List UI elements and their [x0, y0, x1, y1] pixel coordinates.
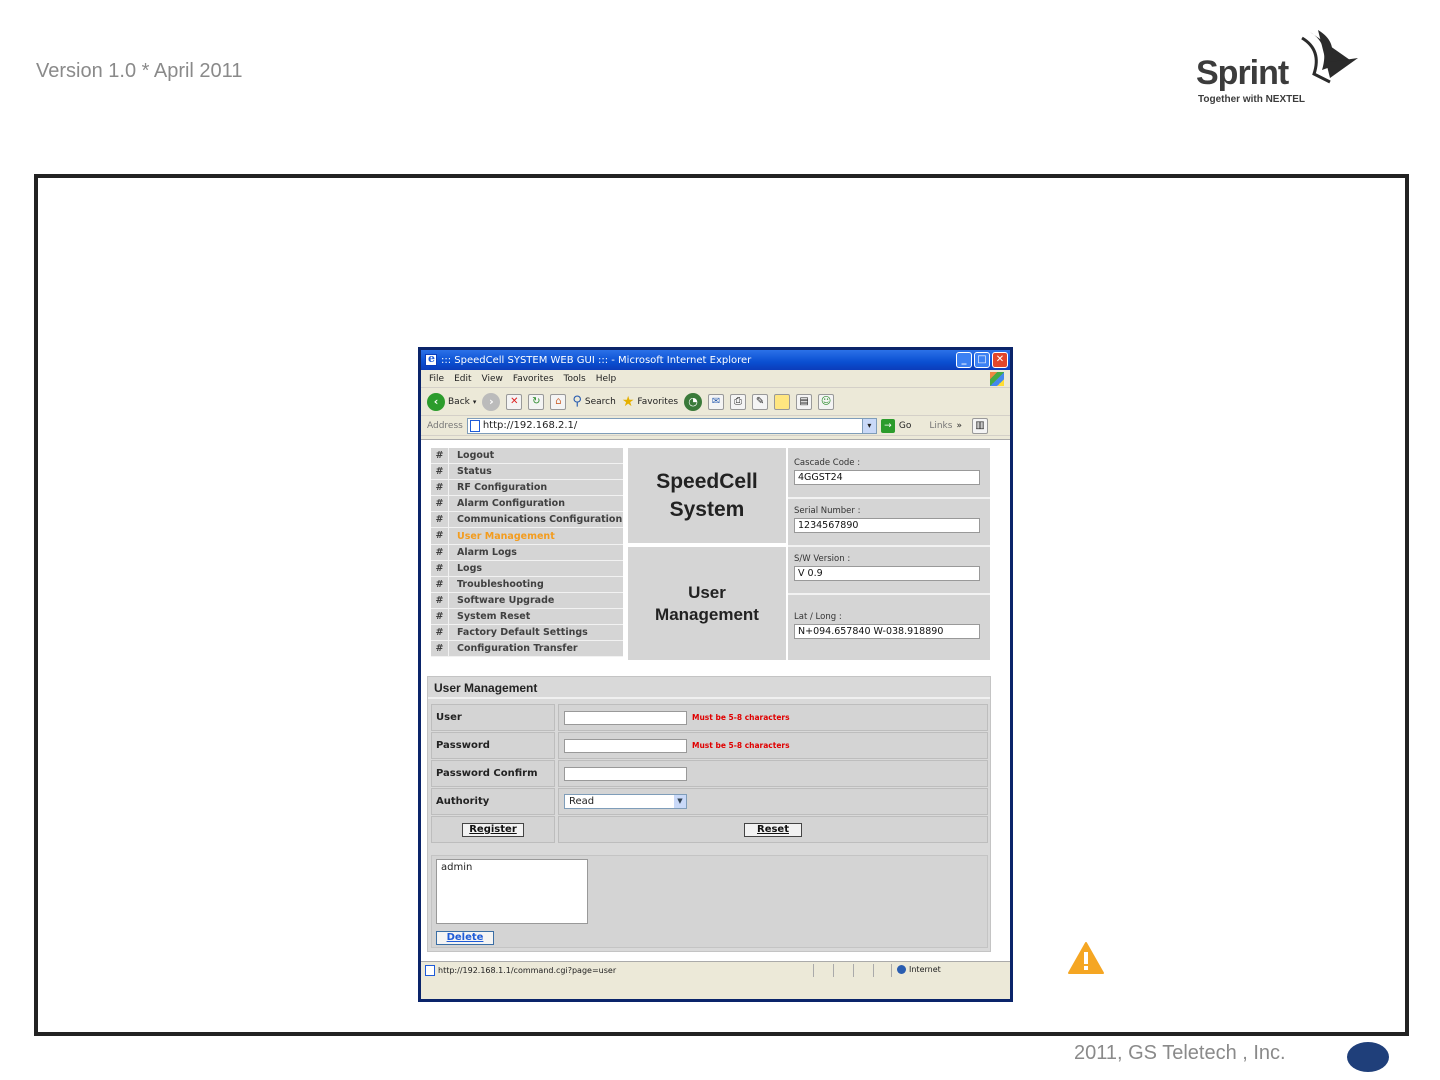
toolbar [421, 388, 1010, 416]
edit-button[interactable]: ✎ [752, 394, 768, 410]
cascade-code-label: Cascade Code : [794, 458, 861, 468]
research-button[interactable]: ▤ [796, 394, 812, 410]
menu-help[interactable]: Help [595, 373, 617, 384]
divider [833, 964, 834, 977]
device-info-panel [788, 448, 990, 660]
page-heading-line1: User [688, 582, 726, 602]
nav-item-user-management[interactable]: # User Management [431, 528, 623, 544]
print-button[interactable]: ⎙ [730, 394, 746, 410]
nav-menu [431, 448, 623, 657]
password-confirm-label: Password Confirm [431, 760, 555, 787]
security-zone [897, 965, 941, 974]
search-label: Search [584, 396, 616, 407]
mail-button[interactable]: ✉ [708, 394, 724, 410]
address-label: Address [427, 420, 463, 431]
nav-item-logout[interactable]: # Logout [431, 448, 623, 464]
address-value: http://192.168.2.1/ [482, 420, 578, 431]
links-button[interactable]: Links [929, 420, 953, 431]
user-management-panel [427, 676, 991, 952]
page-icon [470, 420, 480, 432]
page-heading [628, 547, 786, 660]
divider [788, 545, 990, 547]
lat-long-value: N+094.657840 W-038.918890 [794, 624, 980, 639]
globe-icon [897, 965, 906, 974]
cascade-code-value: 4GGST24 [794, 470, 980, 485]
nav-item-logs[interactable]: # Logs [431, 561, 623, 577]
password-label: Password [431, 732, 555, 759]
page-content [421, 439, 1010, 979]
sw-version-label: S/W Version : [794, 554, 851, 564]
password-confirm-input[interactable] [564, 767, 687, 781]
serial-number-label: Serial Number : [794, 506, 861, 516]
forward-button[interactable]: › [482, 393, 500, 411]
divider [788, 593, 990, 595]
authority-label: Authority [431, 788, 555, 815]
password-input[interactable] [564, 739, 687, 753]
nav-item-troubleshooting[interactable]: # Troubleshooting [431, 577, 623, 593]
menu-bar [421, 370, 1010, 388]
close-button[interactable]: ✕ [992, 352, 1008, 368]
search-button[interactable] [572, 394, 615, 409]
system-heading-line1: SpeedCell [656, 469, 758, 493]
star-icon: ★ [621, 393, 635, 410]
user-label: User [431, 704, 555, 731]
nav-item-factory-default-settings[interactable]: # Factory Default Settings [431, 625, 623, 641]
address-input[interactable] [467, 418, 877, 434]
authority-select[interactable] [564, 794, 687, 809]
divider [853, 964, 854, 977]
sprint-wing-icon [1300, 30, 1360, 94]
refresh-button[interactable]: ↻ [528, 394, 544, 410]
menu-view[interactable]: View [481, 373, 503, 384]
password-hint: Must be 5-8 characters [692, 741, 790, 750]
nav-item-software-upgrade[interactable]: # Software Upgrade [431, 593, 623, 609]
divider [891, 964, 892, 977]
system-heading [628, 448, 786, 543]
register-button[interactable]: Register [462, 823, 524, 837]
minimize-button[interactable]: _ [956, 352, 972, 368]
delete-button[interactable]: Delete [436, 931, 494, 945]
user-input[interactable] [564, 711, 687, 725]
authority-row [431, 788, 988, 815]
back-arrow-icon: ‹ [427, 393, 445, 411]
serial-number-field [788, 506, 990, 533]
divider [788, 497, 990, 499]
nav-item-alarm-configuration[interactable]: # Alarm Configuration [431, 496, 623, 512]
maximize-button[interactable]: □ [974, 352, 990, 368]
go-arrow-icon[interactable]: → [881, 419, 895, 433]
status-url: http://192.168.1.1/command.cgi?page=user [438, 966, 617, 975]
window-title: ::: SpeedCell SYSTEM WEB GUI ::: - Microsoft Internet Explorer [441, 354, 752, 366]
footer-copyright: 2011, GS Teletech , Inc. [1074, 1042, 1286, 1064]
messenger-button[interactable]: ☺ [818, 394, 834, 410]
page-number-badge [1347, 1042, 1389, 1072]
zone-label: Internet [909, 965, 941, 974]
password-confirm-row [431, 760, 988, 787]
menu-edit[interactable]: Edit [454, 373, 472, 384]
browser-window [418, 347, 1013, 1002]
favorites-label: Favorites [637, 396, 679, 407]
page-heading-line2: Management [655, 604, 759, 624]
lat-long-field [788, 612, 990, 639]
panel-title: User Management [428, 677, 990, 699]
warning-icon [1067, 941, 1105, 975]
favorites-button[interactable] [622, 394, 678, 410]
logo-tagline: Together with NEXTEL [1198, 94, 1306, 105]
status-bar [421, 961, 1010, 979]
sprint-logo [1196, 30, 1366, 110]
sw-version-field [788, 554, 990, 581]
back-button[interactable]: ‹ Back ▾ [427, 393, 476, 411]
password-row [431, 732, 988, 759]
nav-item-system-reset[interactable]: # System Reset [431, 609, 623, 625]
home-button[interactable]: ⌂ [550, 394, 566, 410]
ie-icon [425, 354, 437, 366]
divider [813, 964, 814, 977]
cascade-code-field [788, 458, 990, 485]
menu-file[interactable]: File [429, 373, 445, 384]
page-icon [425, 965, 435, 976]
user-row [431, 704, 988, 731]
folder-button[interactable] [774, 394, 790, 410]
nav-item-configuration-transfer[interactable]: # Configuration Transfer [431, 641, 623, 657]
title-bar [421, 350, 1010, 370]
nav-item-status[interactable]: # Status [431, 464, 623, 480]
user-hint: Must be 5-8 characters [692, 713, 790, 722]
windows-logo-icon [990, 372, 1004, 386]
user-list[interactable] [436, 859, 588, 924]
button-row [431, 816, 988, 843]
menu-tools[interactable]: Tools [563, 373, 586, 384]
menu-favorites[interactable]: Favorites [512, 373, 554, 384]
stop-button[interactable]: ✕ [506, 394, 522, 410]
go-button[interactable]: Go [898, 420, 912, 431]
address-dropdown-icon[interactable]: ▾ [862, 419, 876, 433]
nav-item-rf-configuration[interactable]: # RF Configuration [431, 480, 623, 496]
back-label: Back [448, 396, 470, 407]
extra-toolbar-button[interactable]: ▥ [972, 418, 988, 434]
nav-item-communications-configuration[interactable]: # Communications Configuration [431, 512, 623, 528]
system-heading-line2: System [669, 497, 745, 521]
lat-long-label: Lat / Long : [794, 612, 842, 622]
chevron-down-icon[interactable]: ▼ [674, 795, 686, 808]
divider [873, 964, 874, 977]
authority-value: Read [569, 796, 595, 807]
reset-button[interactable]: Reset [744, 823, 802, 837]
nav-item-alarm-logs[interactable]: # Alarm Logs [431, 545, 623, 561]
links-chevron-icon[interactable]: » [956, 420, 962, 431]
document-version: Version 1.0 * April 2011 [36, 60, 243, 82]
logo-wordmark: Sprint [1196, 54, 1289, 92]
sw-version-value: V 0.9 [794, 566, 980, 581]
serial-number-value: 1234567890 [794, 518, 980, 533]
address-bar [421, 416, 1010, 436]
search-icon: ⚲ [572, 394, 582, 409]
history-button[interactable]: ◔ [684, 393, 702, 411]
list-item[interactable]: admin [441, 862, 473, 873]
